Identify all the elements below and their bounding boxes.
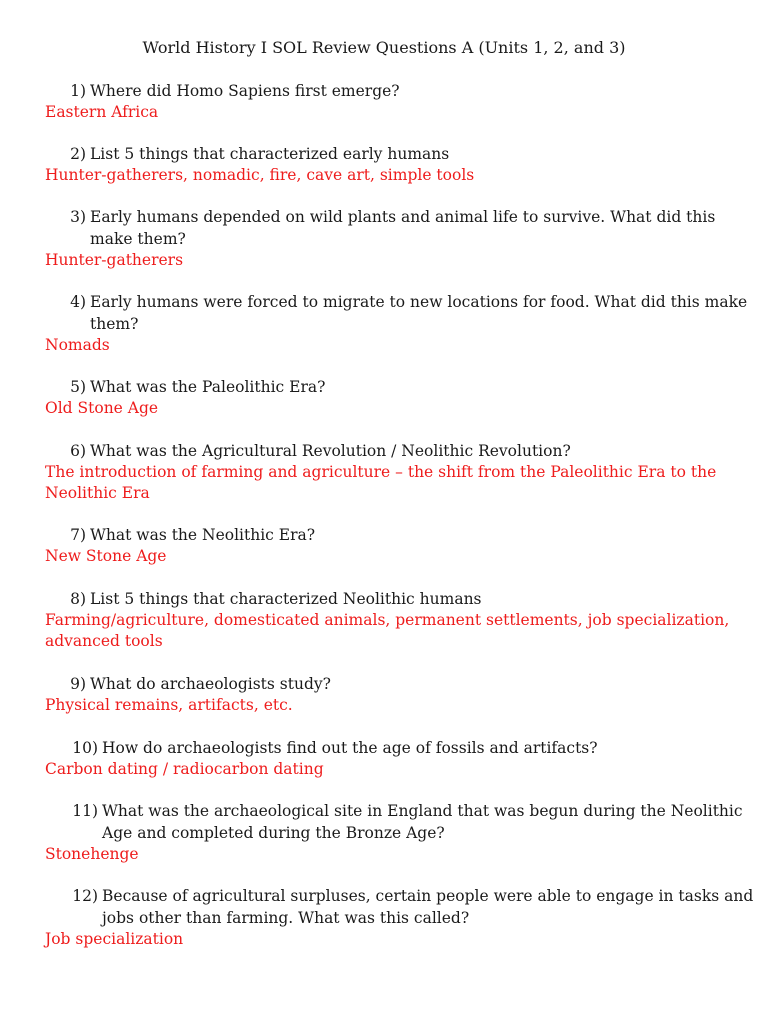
question-text: What was the archaeological site in England that was begun during the Neolithic (102, 802, 743, 820)
question-number: 10) (72, 739, 98, 757)
question-text: What was the Agricultural Revolution / Neolithic Revolution? (90, 442, 571, 460)
question-number: 1) (70, 82, 86, 100)
question-text-continued: Age and completed during the Bronze Age? (102, 824, 445, 842)
qa-item-12 (45, 885, 754, 950)
qa-item-1 (45, 80, 735, 123)
question-text-continued: them? (90, 315, 139, 333)
question-text: How do archaeologists find out the age of fossils and artifacts? (102, 739, 598, 757)
question-text: List 5 things that characterized Neolithic humans (90, 590, 482, 608)
question-number: 5) (70, 378, 86, 396)
question-text: Early humans were forced to migrate to new locations for food. What did this make (90, 293, 748, 311)
question (45, 440, 735, 462)
question (45, 80, 735, 102)
answer-text: Hunter-gatherers, nomadic, fire, cave art, simple tools (45, 166, 475, 184)
question-number: 4) (70, 293, 86, 311)
answer-text: Old Stone Age (45, 399, 159, 417)
answer-text: Eastern Africa (45, 103, 159, 121)
answer-text: Carbon dating / radiocarbon dating (45, 760, 324, 778)
answer-text-continued: advanced tools (45, 632, 163, 650)
qa-item-11 (45, 800, 743, 865)
question-text: Where did Homo Sapiens first emerge? (90, 82, 400, 100)
question (45, 376, 735, 398)
question-number: 11) (72, 802, 98, 820)
question-text-continued: make them? (90, 230, 186, 248)
document-title: World History I SOL Review Questions A (Units 1, 2, and 3) (142, 38, 626, 57)
qa-item-9 (45, 673, 735, 716)
question-number: 3) (70, 208, 86, 226)
question-number: 12) (72, 887, 98, 905)
question-text: List 5 things that characterized early humans (90, 145, 450, 163)
answer-text: Stonehenge (45, 845, 139, 863)
question-number: 6) (70, 442, 86, 460)
question-text: What was the Neolithic Era? (90, 526, 316, 544)
question (45, 737, 735, 759)
question (45, 588, 735, 610)
answer-text: Nomads (45, 336, 110, 354)
qa-item-10 (45, 737, 735, 780)
question (45, 143, 735, 165)
question (45, 885, 754, 929)
qa-item-5 (45, 376, 735, 419)
question-text: Because of agricultural surpluses, certain people were able to engage in tasks and (102, 887, 754, 905)
answer-text-continued: Neolithic Era (45, 484, 150, 502)
question (45, 206, 735, 250)
question-number: 9) (70, 675, 86, 693)
answer-text: Farming/agriculture, domesticated animals, permanent settlements, job specialization, (45, 611, 730, 629)
answer-text: Job specialization (45, 930, 184, 948)
qa-item-7 (45, 524, 735, 567)
answer-text: The introduction of farming and agriculture – the shift from the Paleolithic Era to the (45, 463, 717, 481)
question (45, 800, 743, 844)
question-text: What do archaeologists study? (90, 675, 331, 693)
answer-text: Physical remains, artifacts, etc. (45, 696, 293, 714)
answer-text: New Stone Age (45, 547, 167, 565)
question (45, 673, 735, 695)
question (45, 291, 748, 335)
qa-item-3 (45, 206, 735, 271)
question-number: 7) (70, 526, 86, 544)
question-text: What was the Paleolithic Era? (90, 378, 326, 396)
qa-item-6 (45, 440, 735, 504)
question-number: 2) (70, 145, 86, 163)
question (45, 524, 735, 546)
answer-text: Hunter-gatherers (45, 251, 184, 269)
qa-item-8 (45, 588, 735, 652)
question-text-continued: jobs other than farming. What was this called? (102, 909, 470, 927)
qa-item-2 (45, 143, 735, 186)
question-text: Early humans depended on wild plants and animal life to survive. What did this (90, 208, 716, 226)
question-number: 8) (70, 590, 86, 608)
qa-item-4 (45, 291, 748, 356)
